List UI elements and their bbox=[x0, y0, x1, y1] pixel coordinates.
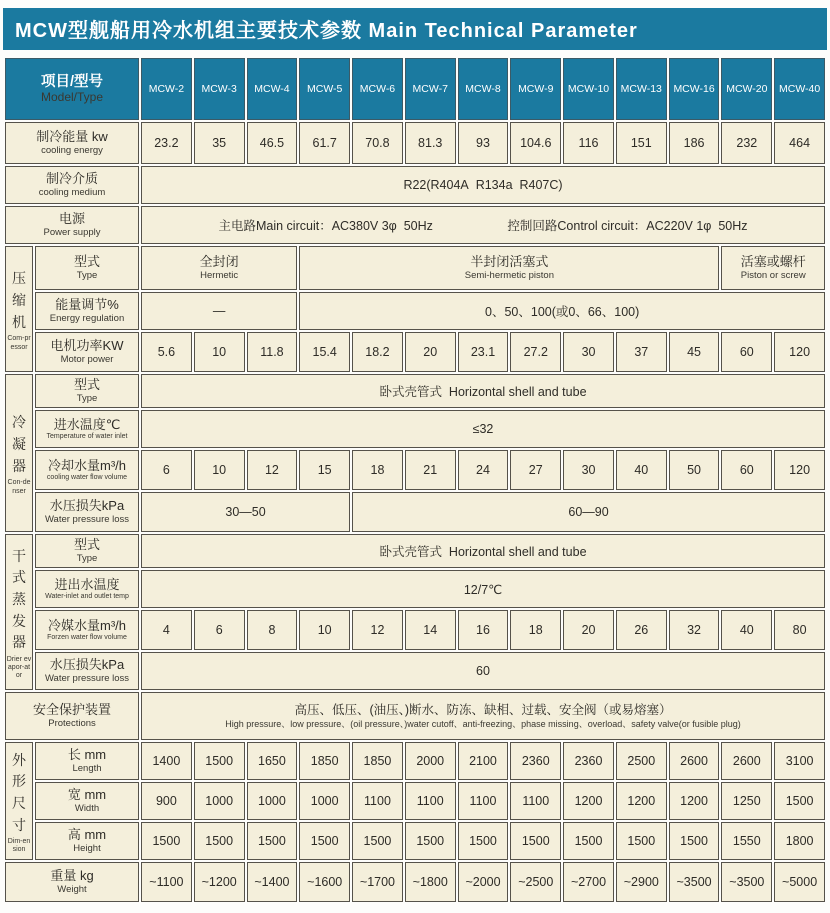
protections-label: 安全保护装置 Protections bbox=[5, 692, 139, 740]
evaporator-water-flow-value: 6 bbox=[194, 610, 245, 650]
height-value: 1550 bbox=[721, 822, 772, 860]
model-column-header: MCW-13 bbox=[616, 58, 667, 120]
protections-value-en: High pressure、low pressure、(oil pressure、)water cutoff、anti-freezing、phase missing、overload、safety valve(or fusible plug) bbox=[225, 719, 741, 730]
compressor-section-label: 压缩机 Com-pressor bbox=[5, 246, 33, 372]
weight-value: ~2700 bbox=[563, 862, 614, 902]
model-column-header: MCW-4 bbox=[247, 58, 298, 120]
model-column-header: MCW-8 bbox=[458, 58, 509, 120]
evaporator-water-flow-value: 4 bbox=[141, 610, 192, 650]
evaporator-water-flow-value: 18 bbox=[510, 610, 561, 650]
evaporator-inout-temp-label: 进出水温度 Water-inlet and outlet temp bbox=[35, 570, 139, 608]
width-value: 1200 bbox=[563, 782, 614, 820]
evaporator-water-flow-value: 16 bbox=[458, 610, 509, 650]
power-supply-row bbox=[5, 206, 825, 244]
length-value: 2360 bbox=[510, 742, 561, 780]
evaporator-pressure-loss-row bbox=[5, 652, 825, 690]
evaporator-type-row bbox=[5, 534, 825, 568]
cooling-energy-value: 35 bbox=[194, 122, 245, 164]
evaporator-section-label: 干式蒸发器 Drier evapor-ator bbox=[5, 534, 33, 690]
cooling-medium-row bbox=[5, 166, 825, 204]
evaporator-water-flow-row bbox=[5, 610, 825, 650]
energy-regulation-hermetic-value: — bbox=[141, 292, 297, 330]
evaporator-water-flow-value: 32 bbox=[669, 610, 720, 650]
weight-value: ~1700 bbox=[352, 862, 403, 902]
cooling-medium-value: R22(R404A R134a R407C) bbox=[141, 166, 825, 204]
length-value: 1500 bbox=[194, 742, 245, 780]
cooling-energy-value: 104.6 bbox=[510, 122, 561, 164]
length-value: 3100 bbox=[774, 742, 825, 780]
evaporator-inout-temp-row bbox=[5, 570, 825, 608]
condenser-water-flow-value: 15 bbox=[299, 450, 350, 490]
width-value: 1200 bbox=[669, 782, 720, 820]
weight-value: ~1200 bbox=[194, 862, 245, 902]
energy-regulation-other-value: 0、50、100(或0、66、100) bbox=[299, 292, 825, 330]
evaporator-water-flow-value: 12 bbox=[352, 610, 403, 650]
dimensions-section-label: 外形尺寸 Dim-ension bbox=[5, 742, 33, 860]
cooling-energy-value: 61.7 bbox=[299, 122, 350, 164]
length-value: 1400 bbox=[141, 742, 192, 780]
condenser-water-flow-row bbox=[5, 450, 825, 490]
weight-value: ~1800 bbox=[405, 862, 456, 902]
model-column-header: MCW-16 bbox=[669, 58, 720, 120]
length-value: 1850 bbox=[352, 742, 403, 780]
length-label: 长 mm Length bbox=[35, 742, 139, 780]
motor-power-label: 电机功率KW Motor power bbox=[35, 332, 139, 372]
cooling-energy-value: 151 bbox=[616, 122, 667, 164]
condenser-water-flow-value: 12 bbox=[247, 450, 298, 490]
length-value: 1650 bbox=[247, 742, 298, 780]
height-value: 1500 bbox=[510, 822, 561, 860]
cooling-energy-value: 70.8 bbox=[352, 122, 403, 164]
condenser-inlet-temp-label: 进水温度℃ Temperature of water inlet bbox=[35, 410, 139, 448]
height-value: 1500 bbox=[616, 822, 667, 860]
weight-value: ~5000 bbox=[774, 862, 825, 902]
evaporator-water-flow-value: 10 bbox=[299, 610, 350, 650]
width-value: 1250 bbox=[721, 782, 772, 820]
model-column-header: MCW-6 bbox=[352, 58, 403, 120]
motor-power-value: 37 bbox=[616, 332, 667, 372]
corner-header-zh: 项目/型号 bbox=[40, 74, 104, 91]
evaporator-water-flow-value: 8 bbox=[247, 610, 298, 650]
condenser-water-flow-value: 21 bbox=[405, 450, 456, 490]
cooling-energy-value: 464 bbox=[774, 122, 825, 164]
condenser-water-flow-value: 18 bbox=[352, 450, 403, 490]
model-column-header: MCW-9 bbox=[510, 58, 561, 120]
page-title: MCW型舰船用冷水机组主要技术参数 Main Technical Parameter bbox=[3, 8, 827, 50]
evaporator-water-flow-value: 20 bbox=[563, 610, 614, 650]
condenser-pressure-loss-label: 水压损失kPa Water pressure loss bbox=[35, 492, 139, 532]
cooling-energy-value: 46.5 bbox=[247, 122, 298, 164]
motor-power-value: 45 bbox=[669, 332, 720, 372]
evaporator-inout-temp-value: 12/7℃ bbox=[141, 570, 825, 608]
evaporator-water-flow-value: 40 bbox=[721, 610, 772, 650]
evaporator-water-flow-value: 26 bbox=[616, 610, 667, 650]
model-column-header: MCW-3 bbox=[194, 58, 245, 120]
motor-power-value: 60 bbox=[721, 332, 772, 372]
width-value: 1100 bbox=[405, 782, 456, 820]
cooling-energy-value: 116 bbox=[563, 122, 614, 164]
condenser-type-row bbox=[5, 374, 825, 408]
condenser-pressure-loss-row bbox=[5, 492, 825, 532]
model-column-header: MCW-40 bbox=[774, 58, 825, 120]
evaporator-water-flow-value: 80 bbox=[774, 610, 825, 650]
length-value: 2000 bbox=[405, 742, 456, 780]
width-label: 宽 mm Width bbox=[35, 782, 139, 820]
condenser-inlet-temp-value: ≤32 bbox=[141, 410, 825, 448]
power-supply-label: 电源 Power supply bbox=[5, 206, 139, 244]
length-value: 2360 bbox=[563, 742, 614, 780]
power-supply-value bbox=[141, 206, 825, 244]
energy-regulation-row bbox=[5, 292, 825, 330]
height-value: 1500 bbox=[194, 822, 245, 860]
cooling-energy-value: 186 bbox=[669, 122, 720, 164]
height-value: 1500 bbox=[247, 822, 298, 860]
width-value: 900 bbox=[141, 782, 192, 820]
condenser-water-flow-value: 10 bbox=[194, 450, 245, 490]
spec-table bbox=[3, 56, 827, 904]
weight-value: ~2000 bbox=[458, 862, 509, 902]
cooling-energy-value: 81.3 bbox=[405, 122, 456, 164]
motor-power-value: 10 bbox=[194, 332, 245, 372]
weight-value: ~3500 bbox=[721, 862, 772, 902]
evaporator-type-value: 卧式壳管式 Horizontal shell and tube bbox=[141, 534, 825, 568]
width-value: 1500 bbox=[774, 782, 825, 820]
condenser-type-label: 型式 Type bbox=[35, 374, 139, 408]
length-value: 2100 bbox=[458, 742, 509, 780]
compressor-type-label: 型式 Type bbox=[35, 246, 139, 290]
cooling-energy-value: 232 bbox=[721, 122, 772, 164]
motor-power-value: 5.6 bbox=[141, 332, 192, 372]
cooling-energy-value: 23.2 bbox=[141, 122, 192, 164]
condenser-inlet-temp-row bbox=[5, 410, 825, 448]
motor-power-value: 18.2 bbox=[352, 332, 403, 372]
motor-power-row bbox=[5, 332, 825, 372]
model-column-header: MCW-2 bbox=[141, 58, 192, 120]
model-column-header: MCW-5 bbox=[299, 58, 350, 120]
height-value: 1800 bbox=[774, 822, 825, 860]
condenser-water-flow-value: 30 bbox=[563, 450, 614, 490]
condenser-pressure-loss-high: 60—90 bbox=[352, 492, 825, 532]
length-value: 2600 bbox=[721, 742, 772, 780]
evaporator-type-label: 型式 Type bbox=[35, 534, 139, 568]
condenser-water-flow-value: 6 bbox=[141, 450, 192, 490]
weight-row bbox=[5, 862, 825, 902]
weight-value: ~1600 bbox=[299, 862, 350, 902]
height-value: 1500 bbox=[669, 822, 720, 860]
condenser-water-flow-value: 40 bbox=[616, 450, 667, 490]
protections-row bbox=[5, 692, 825, 740]
compressor-type-semi-hermetic: 半封闭活塞式 Semi-hermetic piston bbox=[299, 246, 719, 290]
width-value: 1100 bbox=[510, 782, 561, 820]
width-value: 1100 bbox=[458, 782, 509, 820]
weight-value: ~2500 bbox=[510, 862, 561, 902]
height-value: 1500 bbox=[141, 822, 192, 860]
condenser-water-flow-value: 50 bbox=[669, 450, 720, 490]
power-control-circuit: 控制回路Control circuit：AC220V 1φ 50Hz bbox=[507, 219, 748, 233]
width-value: 1000 bbox=[247, 782, 298, 820]
width-value: 1000 bbox=[194, 782, 245, 820]
motor-power-value: 27.2 bbox=[510, 332, 561, 372]
compressor-type-hermetic: 全封闭 Hermetic bbox=[141, 246, 297, 290]
weight-value: ~3500 bbox=[669, 862, 720, 902]
model-column-header: MCW-10 bbox=[563, 58, 614, 120]
condenser-water-flow-value: 24 bbox=[458, 450, 509, 490]
evaporator-water-flow-label: 冷媒水量m³/h Forzen water flow volume bbox=[35, 610, 139, 650]
width-value: 1000 bbox=[299, 782, 350, 820]
length-row bbox=[5, 742, 825, 780]
evaporator-pressure-loss-value: 60 bbox=[141, 652, 825, 690]
cooling-medium-label: 制冷介质 cooling medium bbox=[5, 166, 139, 204]
width-value: 1100 bbox=[352, 782, 403, 820]
model-column-header: MCW-7 bbox=[405, 58, 456, 120]
height-row bbox=[5, 822, 825, 860]
model-header-row bbox=[5, 58, 825, 120]
weight-value: ~1400 bbox=[247, 862, 298, 902]
condenser-pressure-loss-low: 30—50 bbox=[141, 492, 350, 532]
compressor-type-piston-screw: 活塞或螺杆 Piston or screw bbox=[721, 246, 825, 290]
cooling-energy-row bbox=[5, 122, 825, 164]
motor-power-value: 20 bbox=[405, 332, 456, 372]
protections-value bbox=[141, 692, 825, 740]
motor-power-value: 23.1 bbox=[458, 332, 509, 372]
height-value: 1500 bbox=[352, 822, 403, 860]
weight-value: ~1100 bbox=[141, 862, 192, 902]
condenser-section-label: 冷凝器 Con-denser bbox=[5, 374, 33, 532]
height-value: 1500 bbox=[458, 822, 509, 860]
condenser-type-value: 卧式壳管式 Horizontal shell and tube bbox=[141, 374, 825, 408]
power-main-circuit: 主电路Main circuit：AC380V 3φ 50Hz bbox=[218, 219, 433, 233]
motor-power-value: 15.4 bbox=[299, 332, 350, 372]
evaporator-pressure-loss-label: 水压损失kPa Water pressure loss bbox=[35, 652, 139, 690]
energy-regulation-label: 能量调节% Energy regulation bbox=[35, 292, 139, 330]
compressor-type-row bbox=[5, 246, 825, 290]
condenser-water-flow-value: 27 bbox=[510, 450, 561, 490]
motor-power-value: 30 bbox=[563, 332, 614, 372]
width-value: 1200 bbox=[616, 782, 667, 820]
height-value: 1500 bbox=[563, 822, 614, 860]
corner-header-en: Model/Type bbox=[40, 90, 104, 105]
weight-value: ~2900 bbox=[616, 862, 667, 902]
weight-label: 重量 kg Weight bbox=[5, 862, 139, 902]
model-column-header: MCW-20 bbox=[721, 58, 772, 120]
cooling-energy-value: 93 bbox=[458, 122, 509, 164]
protections-value-zh: 高压、低压、(油压、)断水、防冻、缺相、过载、安全阀（或易熔塞） bbox=[294, 702, 672, 717]
motor-power-value: 120 bbox=[774, 332, 825, 372]
condenser-water-flow-label: 冷却水量m³/h cooling water flow volume bbox=[35, 450, 139, 490]
height-value: 1500 bbox=[299, 822, 350, 860]
length-value: 1850 bbox=[299, 742, 350, 780]
width-row bbox=[5, 782, 825, 820]
height-label: 高 mm Height bbox=[35, 822, 139, 860]
length-value: 2600 bbox=[669, 742, 720, 780]
evaporator-water-flow-value: 14 bbox=[405, 610, 456, 650]
motor-power-value: 11.8 bbox=[247, 332, 298, 372]
corner-header bbox=[5, 58, 139, 120]
cooling-energy-label: 制冷能量 kw cooling energy bbox=[5, 122, 139, 164]
condenser-water-flow-value: 120 bbox=[774, 450, 825, 490]
height-value: 1500 bbox=[405, 822, 456, 860]
length-value: 2500 bbox=[616, 742, 667, 780]
condenser-water-flow-value: 60 bbox=[721, 450, 772, 490]
